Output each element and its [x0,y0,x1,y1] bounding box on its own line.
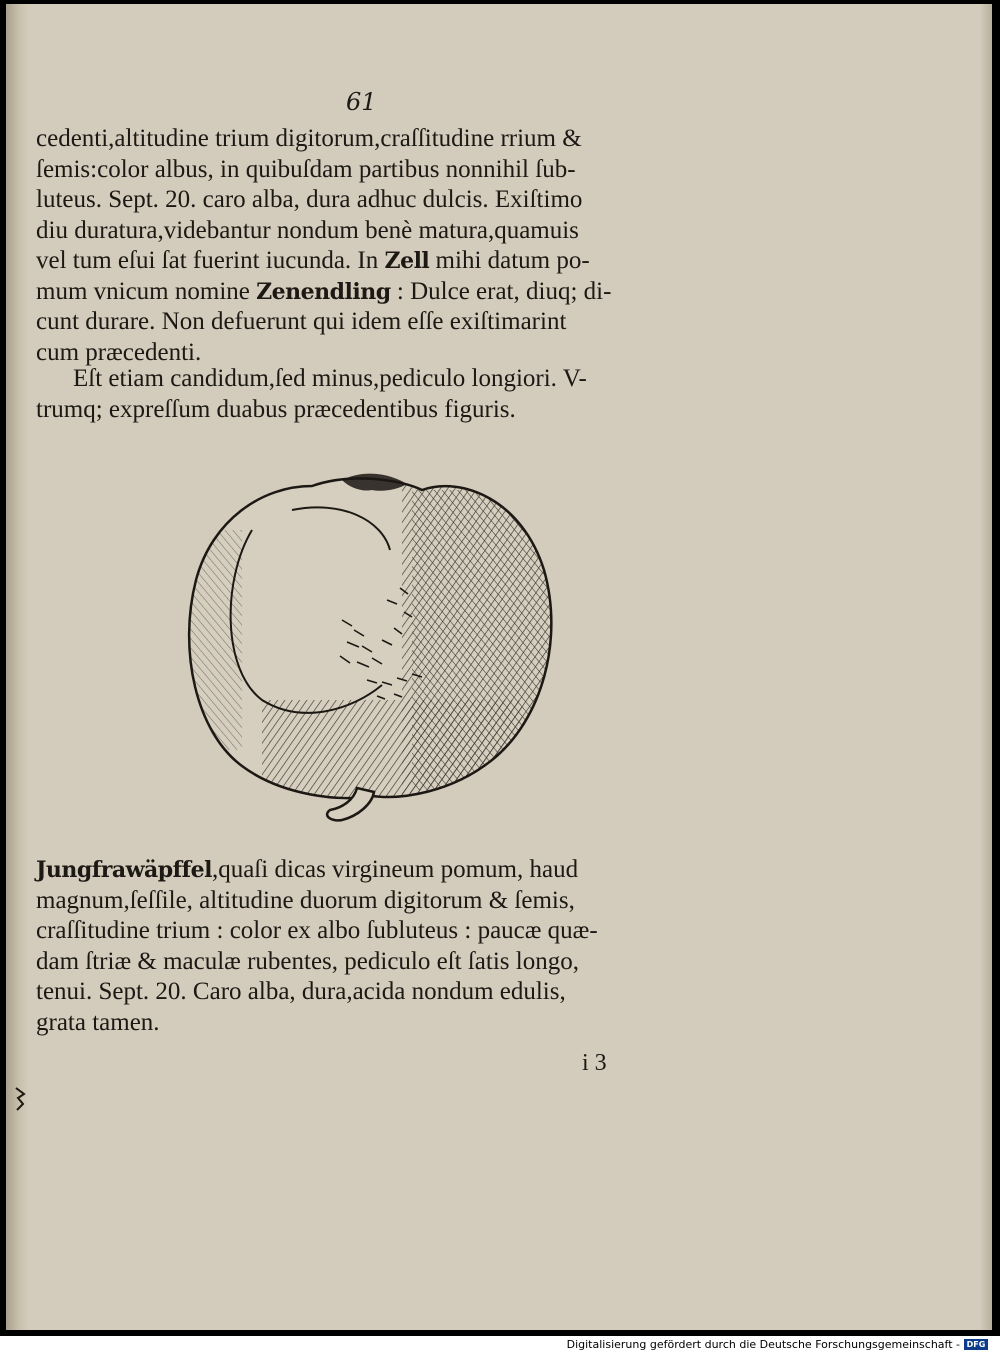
text-run: mihi datum po- [429,247,590,274]
apple-woodcut-illustration [182,470,558,826]
blackletter-word: Zell [384,248,430,274]
blackletter-word: Zenendling [256,278,391,305]
text-line: cunt durare. Non defuerunt qui idem eſſe exiſtimarint [36,308,567,335]
page-number: 61 [346,88,377,116]
paragraph-3 [36,855,686,1038]
binding-shadow [6,4,28,1330]
text-line: trumq; expreſſum duabus præcedentibus figuris. [36,395,516,423]
signature-mark: i 3 [582,1050,607,1076]
text-line: diu duratura,videbantur nondum benè matura,quamuis [36,216,579,244]
text-line: magnum,ſeſſile, altitudine duorum digitorum & ſemis, [36,886,575,914]
text-run: ,quaſi dicas virgineum pomum, haud [211,856,579,883]
text-line [36,246,686,277]
paragraph-2 [36,364,686,425]
text-run: mum vnicum nomine [36,277,257,305]
footer-bar [0,1336,1000,1353]
ink-blot-icon [14,1086,26,1112]
text-line: dam ſtriæ & maculæ rubentes, pediculo eſt ſatis longo, [36,947,579,975]
blackletter-word: Jungfrawäpffel [36,857,212,883]
paragraph-1 [36,124,686,368]
text-run: vel tum eſui ſat fuerint iucunda. In [36,247,385,274]
text-line [36,855,686,886]
text-line: craſſitudine trium : color ex albo ſubluteus : paucæ quæ- [36,917,598,944]
text-line: cum præcedenti. [36,338,202,366]
book-page [6,4,992,1330]
text-line: Eſt etiam candidum,ſed minus,pediculo longiori. V- [73,365,587,392]
text-line [36,277,686,308]
text-line: grata tamen. [36,1008,160,1036]
dfg-logo: DFG [964,1339,988,1350]
text-line: luteus. Sept. 20. caro alba, dura adhuc dulcis. Exiſtimo [36,186,583,213]
page-edge-shadow [980,4,992,1330]
funding-credit: Digitalisierung gefördert durch die Deutsche Forschungsgemeinschaft - [566,1338,960,1351]
text-line: tenui. Sept. 20. Caro alba, dura,acida nondum edulis, [36,978,566,1005]
text-line: ſemis:color albus, in quibuſdam partibus nonnihil ſub- [36,155,576,183]
text-line: cedenti,altitudine trium digitorum,craſſitudine rrium & [36,125,582,152]
text-run: : Dulce erat, diuq; di- [390,277,612,305]
